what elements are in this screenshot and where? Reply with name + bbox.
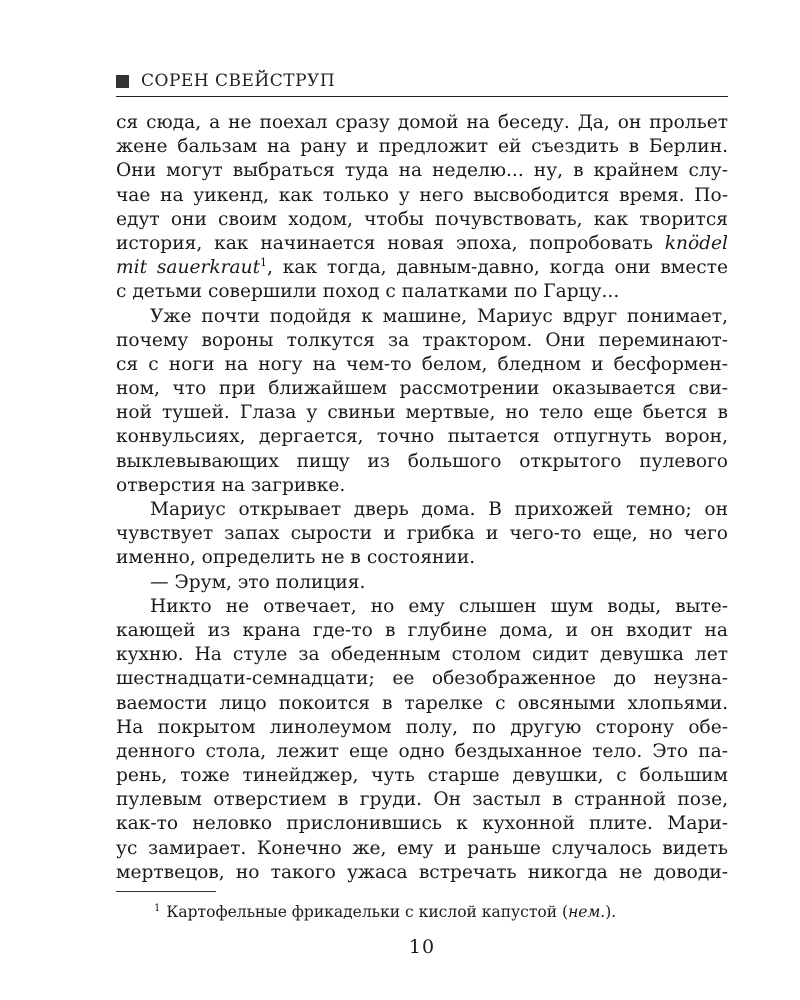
book-page <box>116 68 728 958</box>
text-line: пулевым отверстием в груди. Он застыл в странной позе, <box>116 789 728 811</box>
text-line: Никто не отвечает, но ему слышен шум воды, выте- <box>150 595 728 617</box>
text-line: На покрытом линолеумом полу, по другую сторону обе- <box>116 716 728 738</box>
text-span: , как тогда, давным-давно, когда они вместе <box>267 257 728 279</box>
italic-phrase: knödel <box>664 232 728 254</box>
header-square-icon <box>116 75 129 88</box>
text-line: ваемости лицо покоится в тарелке с овсяными хлопьями. <box>116 692 728 714</box>
text-line: Уже почти подойдя к машине, Мариус вдруг понимает, <box>150 305 728 327</box>
author-name: СОРЕН СВЕЙСТРУП <box>141 71 336 91</box>
footnote <box>116 902 728 922</box>
text-line: как-то неловко прислонившись к кухонной плите. Мари- <box>116 813 728 835</box>
text-line: шестнадцати-семнадцати; ее обезображенное до неузна- <box>116 668 728 690</box>
text-line: ся сюда, а не поехал сразу домой на беседу. Да, он прольет <box>116 112 728 133</box>
text-line: мертвецов, но такого ужаса встречать никогда не доводи- <box>116 861 728 883</box>
text-line: отверстия на загривке. <box>116 474 346 496</box>
text-line: конвульсиях, дергается, точно пытается отпугнуть ворон, <box>116 426 728 448</box>
text-line: выклевывающих пищу из большого открытого пулевого <box>116 450 728 472</box>
text-line: с детьми совершили поход с палатками по Гарцу... <box>116 281 620 303</box>
text-line: рень, тоже тинейджер, чуть старше девушки, с большим <box>116 765 728 787</box>
text-line: Они могут выбраться туда на неделю... ну, в крайнем слу- <box>116 160 728 182</box>
footnote-divider <box>116 891 216 892</box>
text-line <box>116 232 728 256</box>
text-line: именно, определить не в состоянии. <box>116 547 476 569</box>
text-line: почему вороны толкутся за трактором. Они переминают- <box>116 329 728 351</box>
text-line: ус замирает. Конечно же, ему и раньше случалось видеть <box>116 837 728 859</box>
text-line: ном, что при ближайшем рассмотрении оказывается сви- <box>116 378 728 400</box>
text-line: Мариус открывает дверь дома. В прихожей темно; он <box>150 499 728 520</box>
main-text <box>116 111 728 885</box>
text-line: ной тушей. Глаза у свиньи мертвые, но тело еще бьется в <box>116 402 728 424</box>
footnote-number: 1 <box>154 902 161 914</box>
text-span: история, как начинается новая эпоха, попробовать <box>116 232 665 254</box>
text-line: кающей из крана где-то в глубине дома, и он входит на <box>116 619 728 641</box>
italic-phrase: mit sauerkraut <box>116 257 261 279</box>
text-line <box>116 256 728 280</box>
text-line: едут они своим ходом, чтобы почувствовать, как творится <box>116 208 728 230</box>
text-line: кухню. На стуле за обеденным столом сидит девушка лет <box>116 644 728 666</box>
dialogue-line: — Эрум, это полиция. <box>150 571 366 593</box>
text-line: чувствует запах сырости и грибка и чего-то еще, но чего <box>116 523 728 545</box>
text-line: ся с ноги на ногу на чем-то белом, бледном и бесформен- <box>116 353 728 375</box>
running-head <box>116 68 728 97</box>
text-line: чае на уикенд, как только у него высвободится время. По- <box>116 184 728 206</box>
footnote-marker: 1 <box>260 255 268 269</box>
footnote-language: нем. <box>568 903 606 921</box>
footnote-text: Картофельные фрикадельки с кислой капустой ( <box>166 903 569 921</box>
page-number: 10 <box>408 936 436 958</box>
text-line: жене бальзам на рану и предложит ей съездить в Берлин. <box>116 136 728 158</box>
footnote-close: ). <box>605 903 617 921</box>
text-line: денного стола, лежит еще одно бездыханное тело. Это па- <box>116 740 728 762</box>
